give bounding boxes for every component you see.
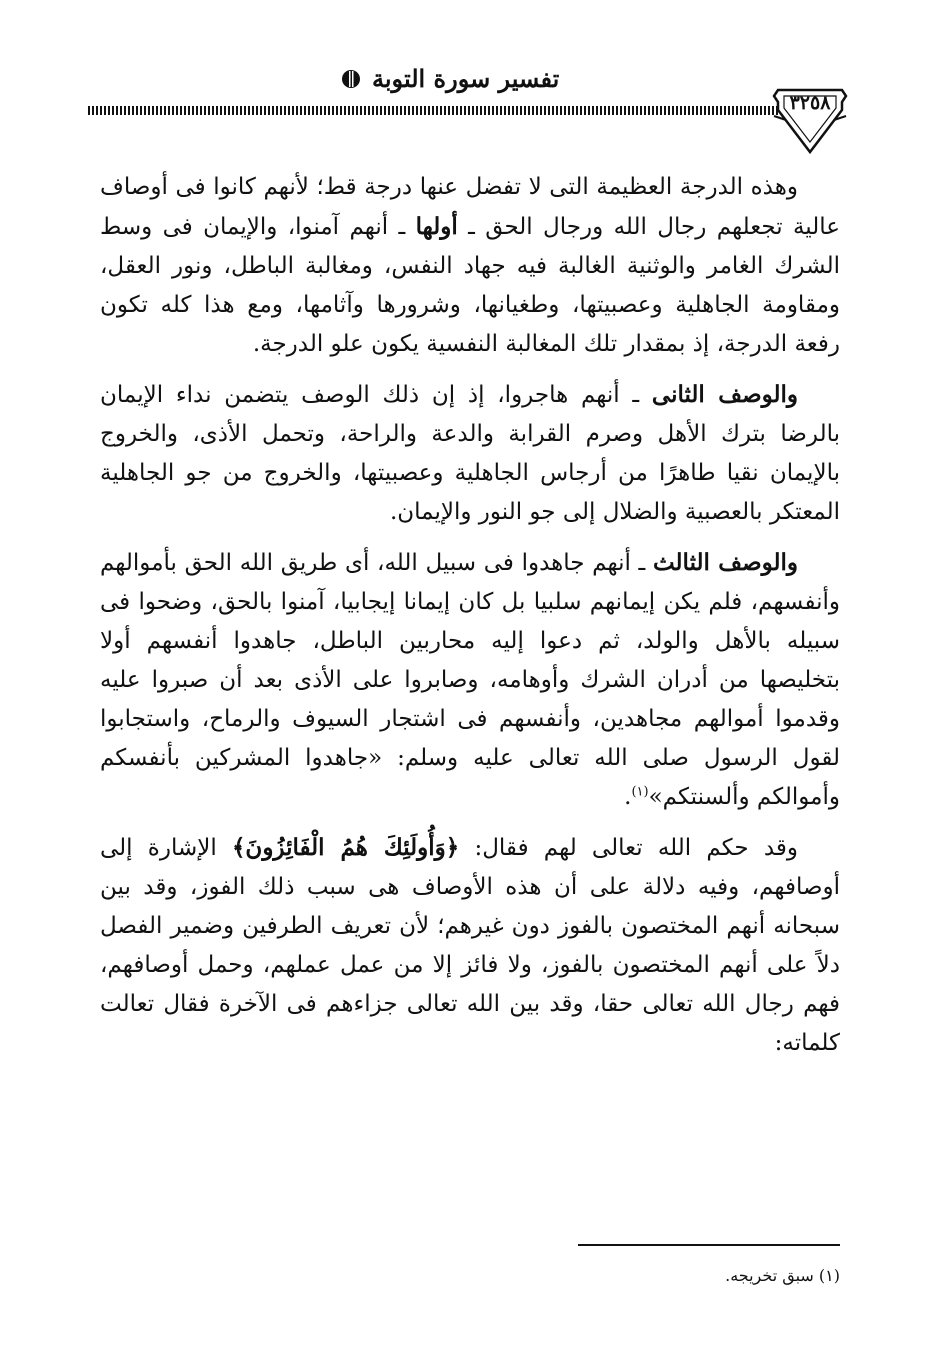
footnote-marker: (١) [631, 784, 649, 800]
paragraph: والوصف الثالث ـ أنهم جاهدوا فى سبيل الله، أى طريق الله الحق بأموالهم وأنفسهم، فلم يكن إيمانهم سلبيا بل كان إيمانا إيجابيا، آمنوا بالحق، وضحوا فى سبيله بالأهل والولد، ثم دعوا إليه محاربين الباطل، جاهدوا أنفسهم أولا بتخليصها من أدران الشرك وأوهامه، وصابروا على الأذى بعد أن صبروا عليه وقدموا أموالهم مجاهدين، وأنفسهم فى اشتجار السيوف والرماح، واستجابوا لقول الرسول صلى الله تعالى عليه وسلم: «جاهدوا المشركين بأنفسكم وأموالكم وألسنتكم»$^{(١)}$. [100, 549, 840, 810]
body-text [100, 168, 840, 1074]
header-dotted-rule [88, 106, 778, 115]
paragraph: والوصف الثانى ـ أنهم هاجروا، إذ إن ذلك الوصف يتضمن نداء الإيمان بالرضا بترك الأهل وصرم القرابة والدعة والراحة، وتحمل الأذى، والخروج بالإيمان نقيا طاهرًا من أرجاس الجاهلية وعصبيتها، والخروج من جو الجاهلية المعتكر بالعصبية والضلال إلى جو النور والإيمان. [100, 381, 840, 525]
page-number: ٣٢٥٨ [789, 92, 831, 114]
page-number-badge [772, 74, 848, 156]
quranic-quote: ﴿وَأُولَئِكَ هُمُ الْفَائِزُونَ﴾ [231, 834, 460, 861]
footnote-separator [578, 1244, 840, 1246]
ornament-icon [340, 68, 362, 90]
footnote: (١) سبق تخريجه. [725, 1266, 840, 1285]
running-header-title: تفسير سورة التوبة [372, 64, 560, 93]
paragraph: وقد حكم الله تعالى لهم فقال: ﴿وَأُولَئِكَ هُمُ الْفَائِزُونَ﴾ الإشارة إلى أوصافهم، وفيه دلالة على أن هذه الأوصاف هى سبب ذلك الفوز، وقد بين سبحانه أنهم المختصون بالفوز دون غيرهم؛ لأن تعريف الطرفين وضمير الفصل دلاً على أنهم المختصون بالفوز، ولا فائز إلا من عمل عملهم، وحمل أوصافهم، فهم رجال الله تعالى حقا، وقد بين الله تعالى جزاءهم فى الآخرة فقال تعالت كلماته: [100, 834, 840, 1056]
paragraph: وهذه الدرجة العظيمة التى لا تفضل عنها درجة قط؛ لأنهم كانوا فى أوصاف عالية تجعلهم رجال الله ورجال الحق ـ أولها ـ أنهم آمنوا، والإيمان فى وسط الشرك الغامر والوثنية الغالبة فيه جهاد النفس، ومغالبة الباطل، ونور العقل، ومقاومة الجاهلية وعصبيتها، وطغيانها، وشرورها وآثامها، ومع هذا كله تكون رفعة الدرجة، إذ بمقدار تلك المغالبة النفسية يكون علو الدرجة. [100, 174, 840, 357]
